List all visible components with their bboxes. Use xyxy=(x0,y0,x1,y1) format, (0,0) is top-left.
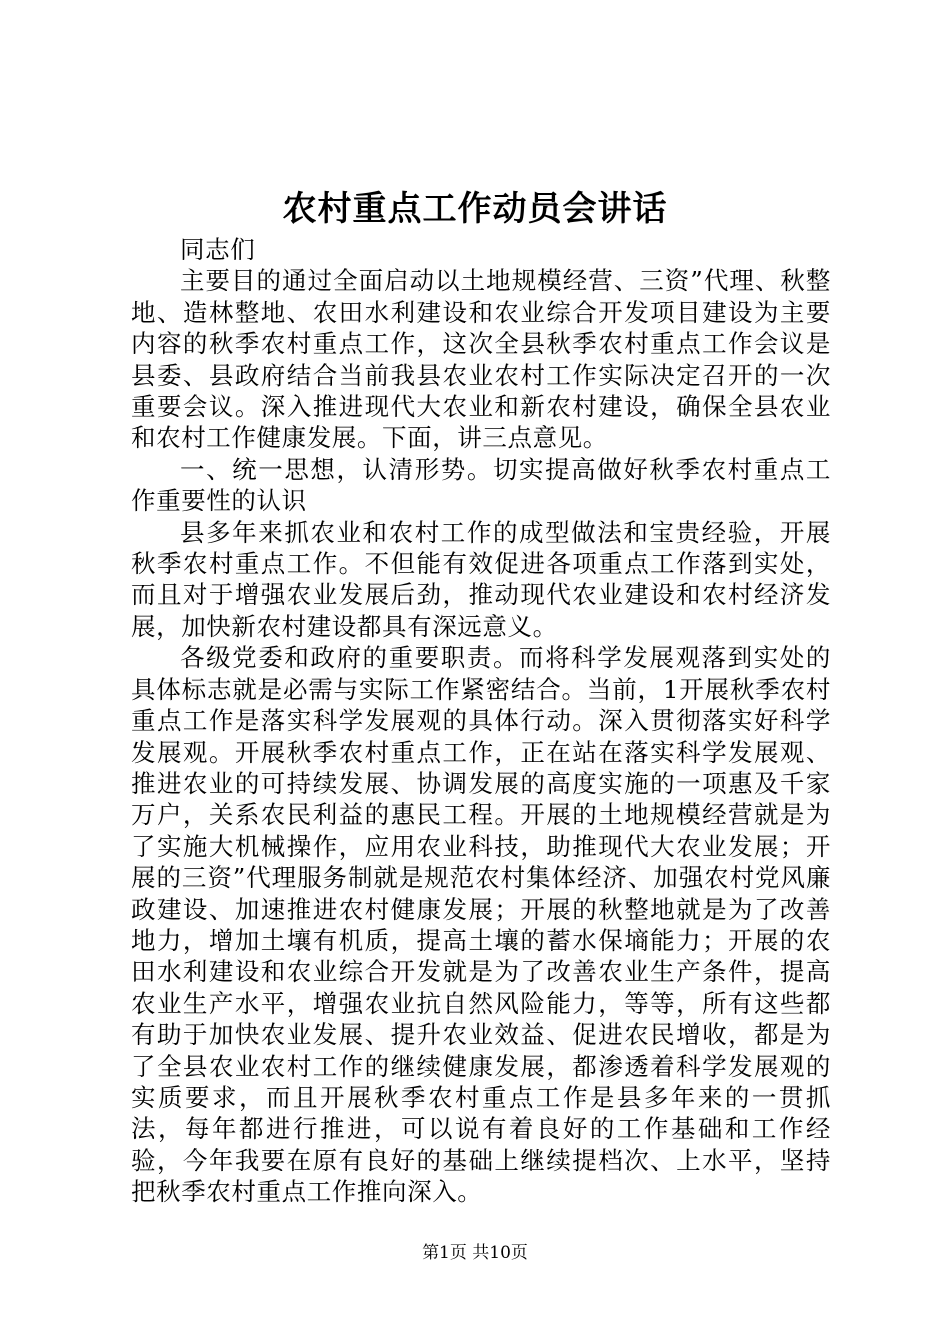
section-heading-1: 一、统一思想，认清形势。切实提高做好秋季农村重点工作重要性的认识 xyxy=(131,454,831,516)
page-number-footer: 第1页 共10页 xyxy=(422,1243,528,1263)
document-title: 农村重点工作动员会讲话 xyxy=(282,189,668,229)
paragraph-section1-b: 各级党委和政府的重要职责。而将科学发展观落到实处的具体标志就是必需与实际工作紧密结合。当前，1开展秋季农村重点工作是落实科学发展观的具体行动。深入贯彻落实好科学发展观。开展秋季农村重点工作，正在站在落实科学发展观、推进农业的可持续发展、协调发展的高度实施的一项惠及千家万户，关系农民利益的惠民工程。开展的土地规模经营就是为了实施大机械操作，应用农业科技，助推现代大农业发展；开展的三资”代理服务制就是规范农村集体经济、加强农村党风廉政建设、加速推进农村健康发展；开展的秋整地就是为了改善地力，增加土壤有机质，提高土壤的蓄水保墒能力；开展的农田水利建设和农业综合开发就是为了改善农业生产条件，提高农业生产水平，增强农业抗自然风险能力，等等，所有这些都有助于加快农业发展、提升农业效益、促进农民增收，都是为了全县农业农村工作的继续健康发展，都渗透着科学发展观的实质要求，而且开展秋季农村重点工作是县多年来的一贯抓法，每年都进行推进，可以说有着良好的工作基础和工作经验，今年我要在原有良好的基础上继续提档次、上水平，坚持把秋季农村重点工作推向深入。 xyxy=(131,643,831,1207)
paragraph-intro: 主要目的通过全面启动以土地规模经营、三资”代理、秋整地、造林整地、农田水利建设和农业综合开发项目建设为主要内容的秋季农村重点工作，这次全县秋季农村重点工作会议是县委、县政府结合当前我县农业农村工作实际决定召开的一次重要会议。深入推进现代大农业和新农村建设，确保全县农业和农村工作健康发展。下面，讲三点意见。 xyxy=(131,266,831,453)
document-body xyxy=(131,234,831,1208)
paragraph-salutation: 同志们 xyxy=(180,235,256,264)
paragraph-section1-a: 县多年来抓农业和农村工作的成型做法和宝贵经验，开展秋季农村重点工作。不但能有效促进各项重点工作落到实处，而且对于增强农业发展后劲，推动现代农业建设和农村经济发展，加快新农村建设都具有深远意义。 xyxy=(131,517,831,641)
